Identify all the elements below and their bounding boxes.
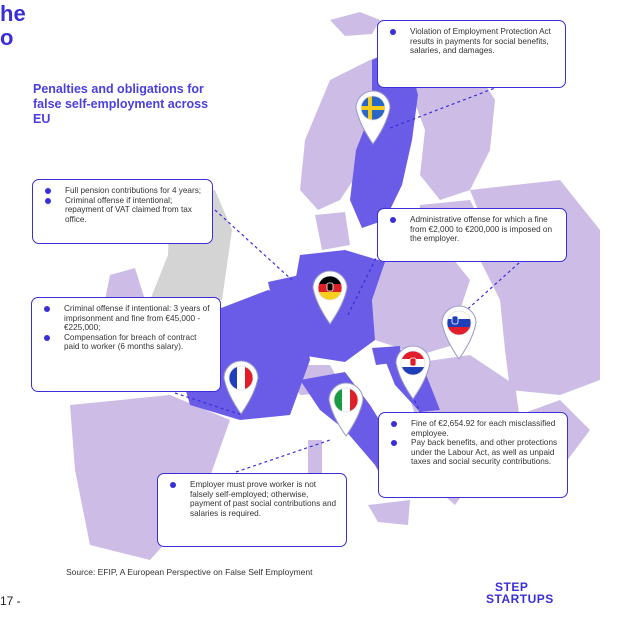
flag-pin-slovenia — [442, 306, 476, 359]
heading-line-1: he — [0, 1, 26, 26]
callout-belgium — [32, 179, 213, 244]
callout-item: Employer must prove worker is not falsely self-employed; otherwise, payment of past social contributions and salaries is required. — [168, 480, 338, 518]
iceland-shape — [330, 12, 380, 36]
sicily-shape — [368, 500, 410, 525]
callout-item: Pay back benefits, and other protections under the Labour Act, as well as unpaid taxes and social security contributions. — [389, 438, 559, 467]
callout-germany — [377, 208, 567, 262]
denmark-shape — [315, 212, 350, 250]
callout-france — [31, 297, 221, 392]
heading-line-2: o — [0, 25, 14, 50]
page-number: 17 - — [0, 594, 21, 608]
subtitle: Penalties and obligations for false self-employment across EU — [33, 82, 209, 126]
callout-sweden — [377, 20, 566, 88]
logo-line-2: STARTUPS — [486, 592, 554, 606]
callout-item: Compensation for breach of contract paid to worker (6 months salary). — [42, 333, 212, 352]
callout-croatia — [378, 412, 568, 498]
callout-item: Criminal offense if intentional: 3 years of imprisonment and fine from €45,000 - €225,000; — [42, 304, 212, 333]
callout-item: Fine of €2,654.92 for each misclassified employee. — [389, 419, 559, 438]
callout-item: Administrative offense for which a fine from €2,000 to €200,000 is imposed on the employer. — [388, 215, 558, 244]
heading-fragment — [0, 2, 26, 50]
callout-item: Violation of Employment Protection Act results in payments for social benefits, salaries, and damages. — [388, 27, 557, 56]
callout-item: Full pension contributions for 4 years; — [43, 186, 204, 196]
logo-line-1: STEP — [495, 580, 529, 594]
step-startups-logo — [486, 580, 572, 610]
source-note: Source: EFIP, A European Perspective on False Self Employment — [66, 567, 313, 577]
callout-italy — [157, 473, 347, 547]
callout-item: Criminal offense if intentional; repayment of VAT claimed from tax office. — [43, 196, 204, 225]
